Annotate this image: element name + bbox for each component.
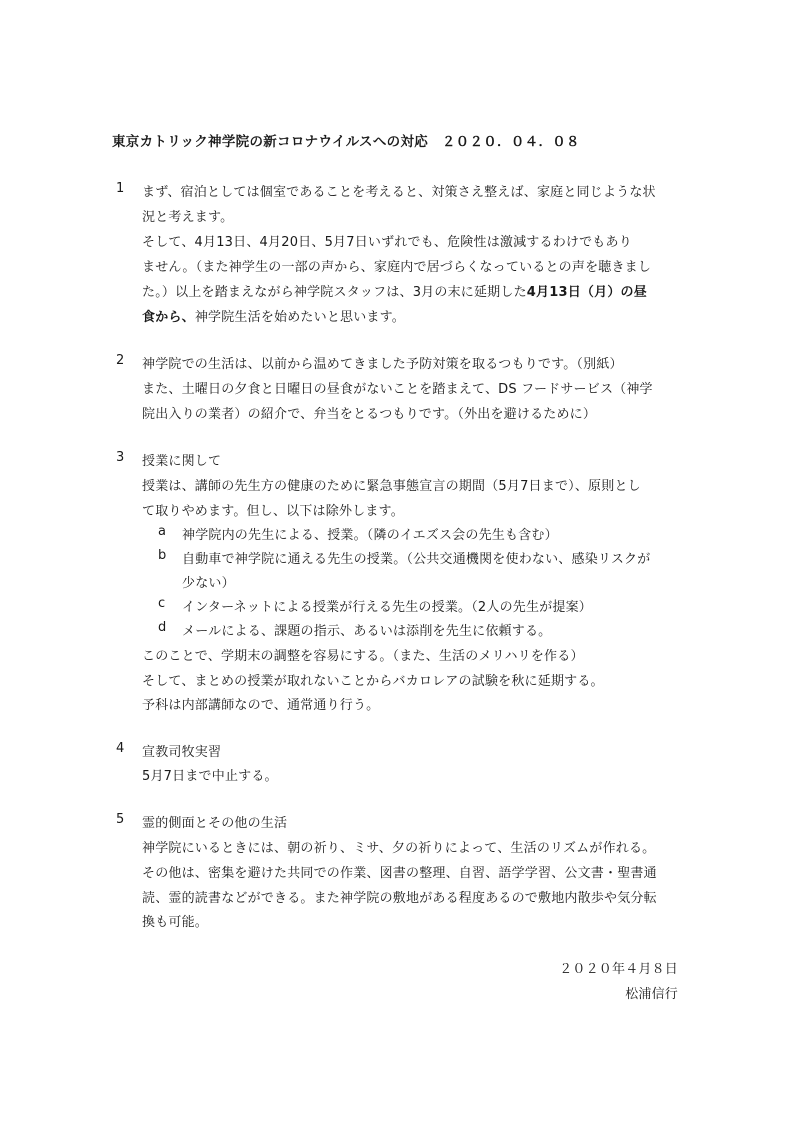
- section-1-line-5: [142, 281, 647, 300]
- document-title: 東京カトリック神学院の新コロナウイルスへの対応 ２０２０．０４．０８: [112, 134, 580, 150]
- section-1-line-3: そして、4月13日、4月20日、5月7日いずれでも、危険性は激減するわけでもあり: [142, 235, 632, 250]
- section-5-line-1: 神学院にいるときには、朝の祈り、ミサ、夕の祈りによって、生活のリズムが作れる。: [142, 841, 656, 856]
- section-3-number: 3: [116, 450, 125, 465]
- section-5-number: 5: [116, 812, 125, 827]
- section-5-line-3: 読、霊的読書などができる。また神学院の敷地がある程度あるので敷地内散歩や気分転: [142, 891, 657, 906]
- section-2-line-1: 神学院での生活は、以前から温めてきました予防対策を取るつもりです。（別紙）: [142, 357, 623, 372]
- list-item-text: 神学院内の先生による、授業。（隣のイエズス会の先生も含む）: [182, 528, 558, 543]
- document-date: ２０２０年４月８日: [559, 962, 678, 977]
- list-item-text: インターネットによる授業が行える先生の授業。（2人の先生が提案）: [182, 600, 593, 615]
- section-2-line-2: また、土曜日の夕食と日曜日の昼食がないことを踏まえて、DS フードサービス（神学: [142, 382, 653, 397]
- section-3-line-5: 予科は内部講師なので、通常通り行う。: [142, 698, 380, 713]
- list-item-mark: b: [158, 548, 167, 563]
- section-4-line-1: 5月7日まで中止する。: [142, 769, 278, 784]
- section-2-line-3: 院出入りの業者）の紹介で、弁当をとるつもりです。（外出を避けるために）: [142, 407, 597, 422]
- section-5-line-4: 換も可能。: [142, 915, 209, 930]
- section-3-line-1: 授業は、講師の先生方の健康のために緊急事態宣言の期間（5月7日まで）、原則とし: [142, 479, 641, 494]
- list-item-text-continued: 少ない）: [182, 576, 235, 591]
- section-4-number: 4: [116, 741, 125, 756]
- section-1-line-2: 況と考えます。: [142, 210, 234, 225]
- section-1-line-6: [142, 306, 405, 325]
- list-item-mark: c: [158, 596, 166, 611]
- section-1-line-5-text: た。）以上を踏まえながら神学院スタッフは、3月の末に延期した: [142, 285, 527, 300]
- section-1-line-1: まず、宿泊としては個室であることを考えると、対策さえ整えば、家庭と同じような状: [142, 185, 656, 200]
- list-item-mark: a: [158, 524, 166, 539]
- section-1-restart-date: 4月13日（月）の昼: [526, 285, 647, 300]
- section-1-line-6-text: 神学院生活を始めたいと思います。: [194, 310, 405, 325]
- section-5-heading: 霊的側面とその他の生活: [142, 816, 288, 831]
- section-3-heading: 授業に関して: [142, 454, 222, 469]
- section-2-number: 2: [116, 353, 125, 368]
- section-3-line-4: そして、まとめの授業が取れないことからバカロレアの試験を秋に延期する。: [142, 674, 604, 689]
- list-item-mark: d: [158, 620, 167, 635]
- section-5-line-2: その他は、密集を避けた共同での作業、図書の整理、自習、語学学習、公文書・聖書通: [142, 866, 657, 881]
- document-author: 松浦信行: [625, 987, 678, 1002]
- list-item-text: メールによる、課題の指示、あるいは添削を先生に依頼する。: [182, 624, 552, 639]
- section-1-number: 1: [116, 181, 125, 196]
- section-1-restart-meal: 食から、: [142, 310, 195, 325]
- section-4-heading: 宣教司牧実習: [142, 745, 222, 760]
- section-1-line-4: ません。（また神学生の一部の声から、家庭内で居づらくなっているとの声を聴きまし: [142, 260, 652, 275]
- section-3-line-2: て取りやめます。但し、以下は除外します。: [142, 504, 404, 519]
- list-item-text: 自動車で神学院に通える先生の授業。（公共交通機関を使わない、感染リスクが: [182, 552, 651, 567]
- section-3-line-3: このことで、学期末の調整を容易にする。（また、生活のメリハリを作る）: [142, 649, 584, 664]
